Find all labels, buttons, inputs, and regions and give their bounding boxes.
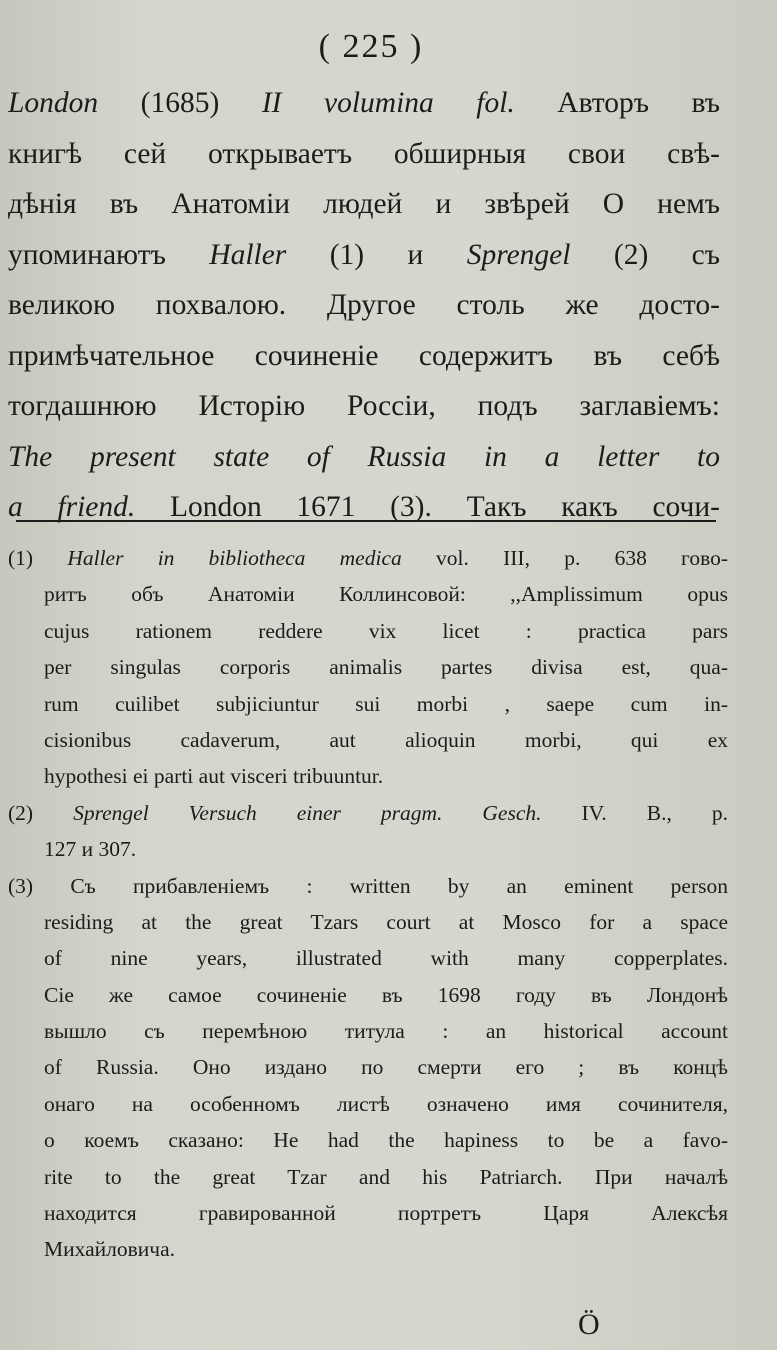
footnote-line [8, 904, 728, 940]
footnote-line [8, 1195, 728, 1231]
footnote-line [8, 576, 728, 612]
text-segment: (1) и [286, 238, 467, 271]
text-segment: примѣчательное сочиненіе содержитъ въ себѣ [8, 339, 720, 372]
footnote-line [8, 977, 728, 1013]
text-segment: rum cuilibet subjiciuntur sui morbi , saepe cum in- [44, 691, 728, 716]
text-segment: (2) съ [570, 238, 720, 271]
text-line [8, 331, 720, 382]
text-segment: находится гравированной портретъ Царя Алексѣя [44, 1201, 728, 1226]
footnote-line [8, 758, 728, 794]
text-line [8, 482, 720, 533]
text-line [8, 78, 720, 129]
text-segment: of nine years, illustrated with many copperplates. [44, 946, 728, 971]
text-line [8, 381, 720, 432]
footnote-line [8, 868, 728, 904]
footnote-line [8, 831, 728, 867]
text-segment: Sprengel Versuch einer pragm. Gesch. [73, 800, 542, 825]
footnote-line [8, 940, 728, 976]
text-segment: London 1671 (3). Такъ какъ сочи- [135, 491, 720, 523]
footnote-line [8, 540, 728, 576]
text-segment: (1) [8, 546, 68, 570]
footnote-line [8, 795, 728, 831]
text-segment: Михайловича. [44, 1237, 176, 1262]
text-segment: ритъ объ Анатоміи Коллинсовой: ,,Amplissimum opus [44, 582, 728, 607]
text-segment: of Russia. Оно издано по смерти его ; въ концѣ [44, 1055, 728, 1080]
text-segment: residing at the great Tzars court at Mosco for a space [44, 909, 728, 934]
text-segment: великою похвалою. Другое столь же досто- [8, 289, 720, 321]
text-segment: (3) Съ прибавленіемъ : written by an eminent person [8, 873, 728, 898]
text-segment: II volumina fol. [261, 87, 515, 119]
text-line [8, 280, 720, 331]
footnote-line [8, 1159, 728, 1195]
page-number: ( 225 ) [318, 28, 424, 65]
signature-mark: Ö [578, 1308, 600, 1341]
text-segment: книгѣ сей открываетъ обширныя свои свѣ- [8, 137, 720, 170]
text-segment: (1685) [98, 87, 262, 119]
text-segment: (2) [8, 800, 74, 825]
text-segment: per singulas corporis animalis partes divisa est, qua- [44, 655, 728, 680]
footnote-line [8, 649, 728, 685]
main-text [8, 78, 720, 533]
footnote-line [8, 686, 728, 722]
text-line [8, 179, 720, 230]
text-segment: вышло съ перемѣною титула : an historical account [44, 1019, 728, 1044]
text-segment: Sprengel [466, 238, 571, 271]
text-segment: vol. III, p. 638 гово- [401, 546, 728, 570]
text-segment: упоминаютъ [8, 238, 210, 271]
footnote-line [8, 1086, 728, 1122]
text-segment: дѣнія въ Анатоміи людей и звѣрей О немъ [8, 188, 720, 220]
text-line [8, 230, 720, 281]
text-segment: The present state of Russia in a letter to [8, 440, 720, 473]
text-line [8, 129, 720, 180]
text-line [8, 432, 720, 483]
footnote-line [8, 1122, 728, 1158]
text-segment: IV. B., p. [541, 800, 728, 825]
text-segment: hypothesi ei parti aut visceri tribuuntur. [44, 764, 384, 789]
text-segment: Haller [209, 238, 287, 271]
text-segment: тогдашнюю Исторію Россіи, подъ заглавіемъ: [8, 390, 720, 422]
footnotes [8, 540, 728, 1268]
footnote-line [8, 1013, 728, 1049]
text-segment: Haller in bibliotheca medica [67, 546, 402, 570]
text-segment: rite to the great Tzar and his Patriarch. При началѣ [44, 1164, 728, 1189]
text-segment: Авторъ въ [514, 87, 720, 119]
text-segment: 127 и 307. [44, 837, 137, 862]
footnote-line [8, 1231, 728, 1267]
footnote-separator [16, 520, 716, 522]
text-segment: онаго на особенномъ листѣ означено имя сочинителя, [44, 1091, 728, 1116]
text-segment: о коемъ сказано: He had the hapiness to be a favo- [44, 1128, 728, 1153]
footnote-line [8, 722, 728, 758]
footnote-line [8, 613, 728, 649]
text-segment: London [8, 87, 99, 119]
text-segment: a friend. [8, 491, 136, 523]
text-segment: cujus rationem reddere vix licet : practica pars [44, 618, 728, 643]
text-segment: cisionibus cadaverum, aut alioquin morbi, qui ex [44, 727, 728, 752]
footnote-line [8, 1049, 728, 1085]
text-segment: Сіе же самое сочиненіе въ 1698 году въ Лондонѣ [44, 982, 728, 1007]
